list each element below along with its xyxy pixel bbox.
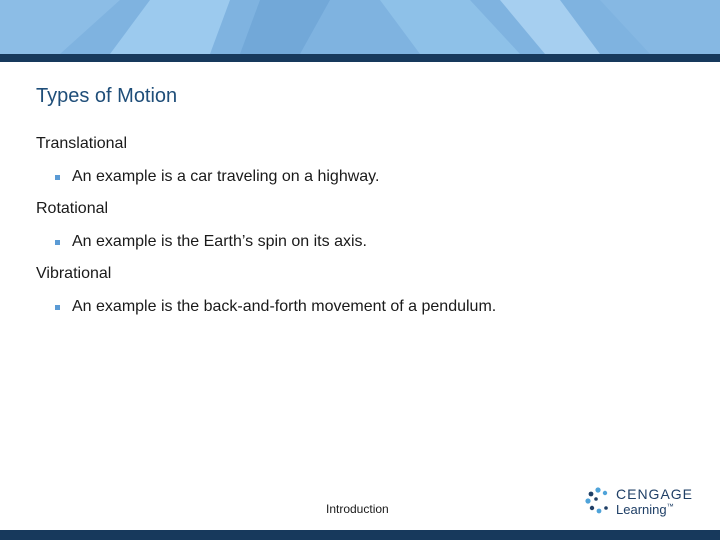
motion-example-bullet [55,232,686,252]
bullet-text: An example is the back-and-forth movement of a pendulum. [72,298,497,315]
bullet-text: An example is the Earth’s spin on its axis. [72,233,367,250]
slide-content [36,134,686,329]
square-bullet-icon [55,305,60,310]
footer-section-label: Introduction [326,502,389,516]
motion-example-bullet [55,167,686,187]
motion-type-heading: Vibrational [36,265,112,282]
cengage-logo [584,486,694,520]
square-bullet-icon [55,240,60,245]
motion-example-bullet [55,297,686,317]
square-bullet-icon [55,175,60,180]
cengage-dots-icon [584,486,612,516]
logo-wordmark-cengage: CENGAGE [616,486,694,502]
header-banner [0,0,720,54]
motion-type-heading: Rotational [36,200,109,217]
bullet-text: An example is a car traveling on a highway. [72,168,380,185]
banner-pattern [0,0,720,54]
slide-title: Types of Motion [36,85,178,107]
motion-type-heading: Translational [36,135,128,152]
footer-bar [0,530,720,540]
header-rule [0,54,720,62]
logo-wordmark-learning: Learning™ [616,502,674,517]
